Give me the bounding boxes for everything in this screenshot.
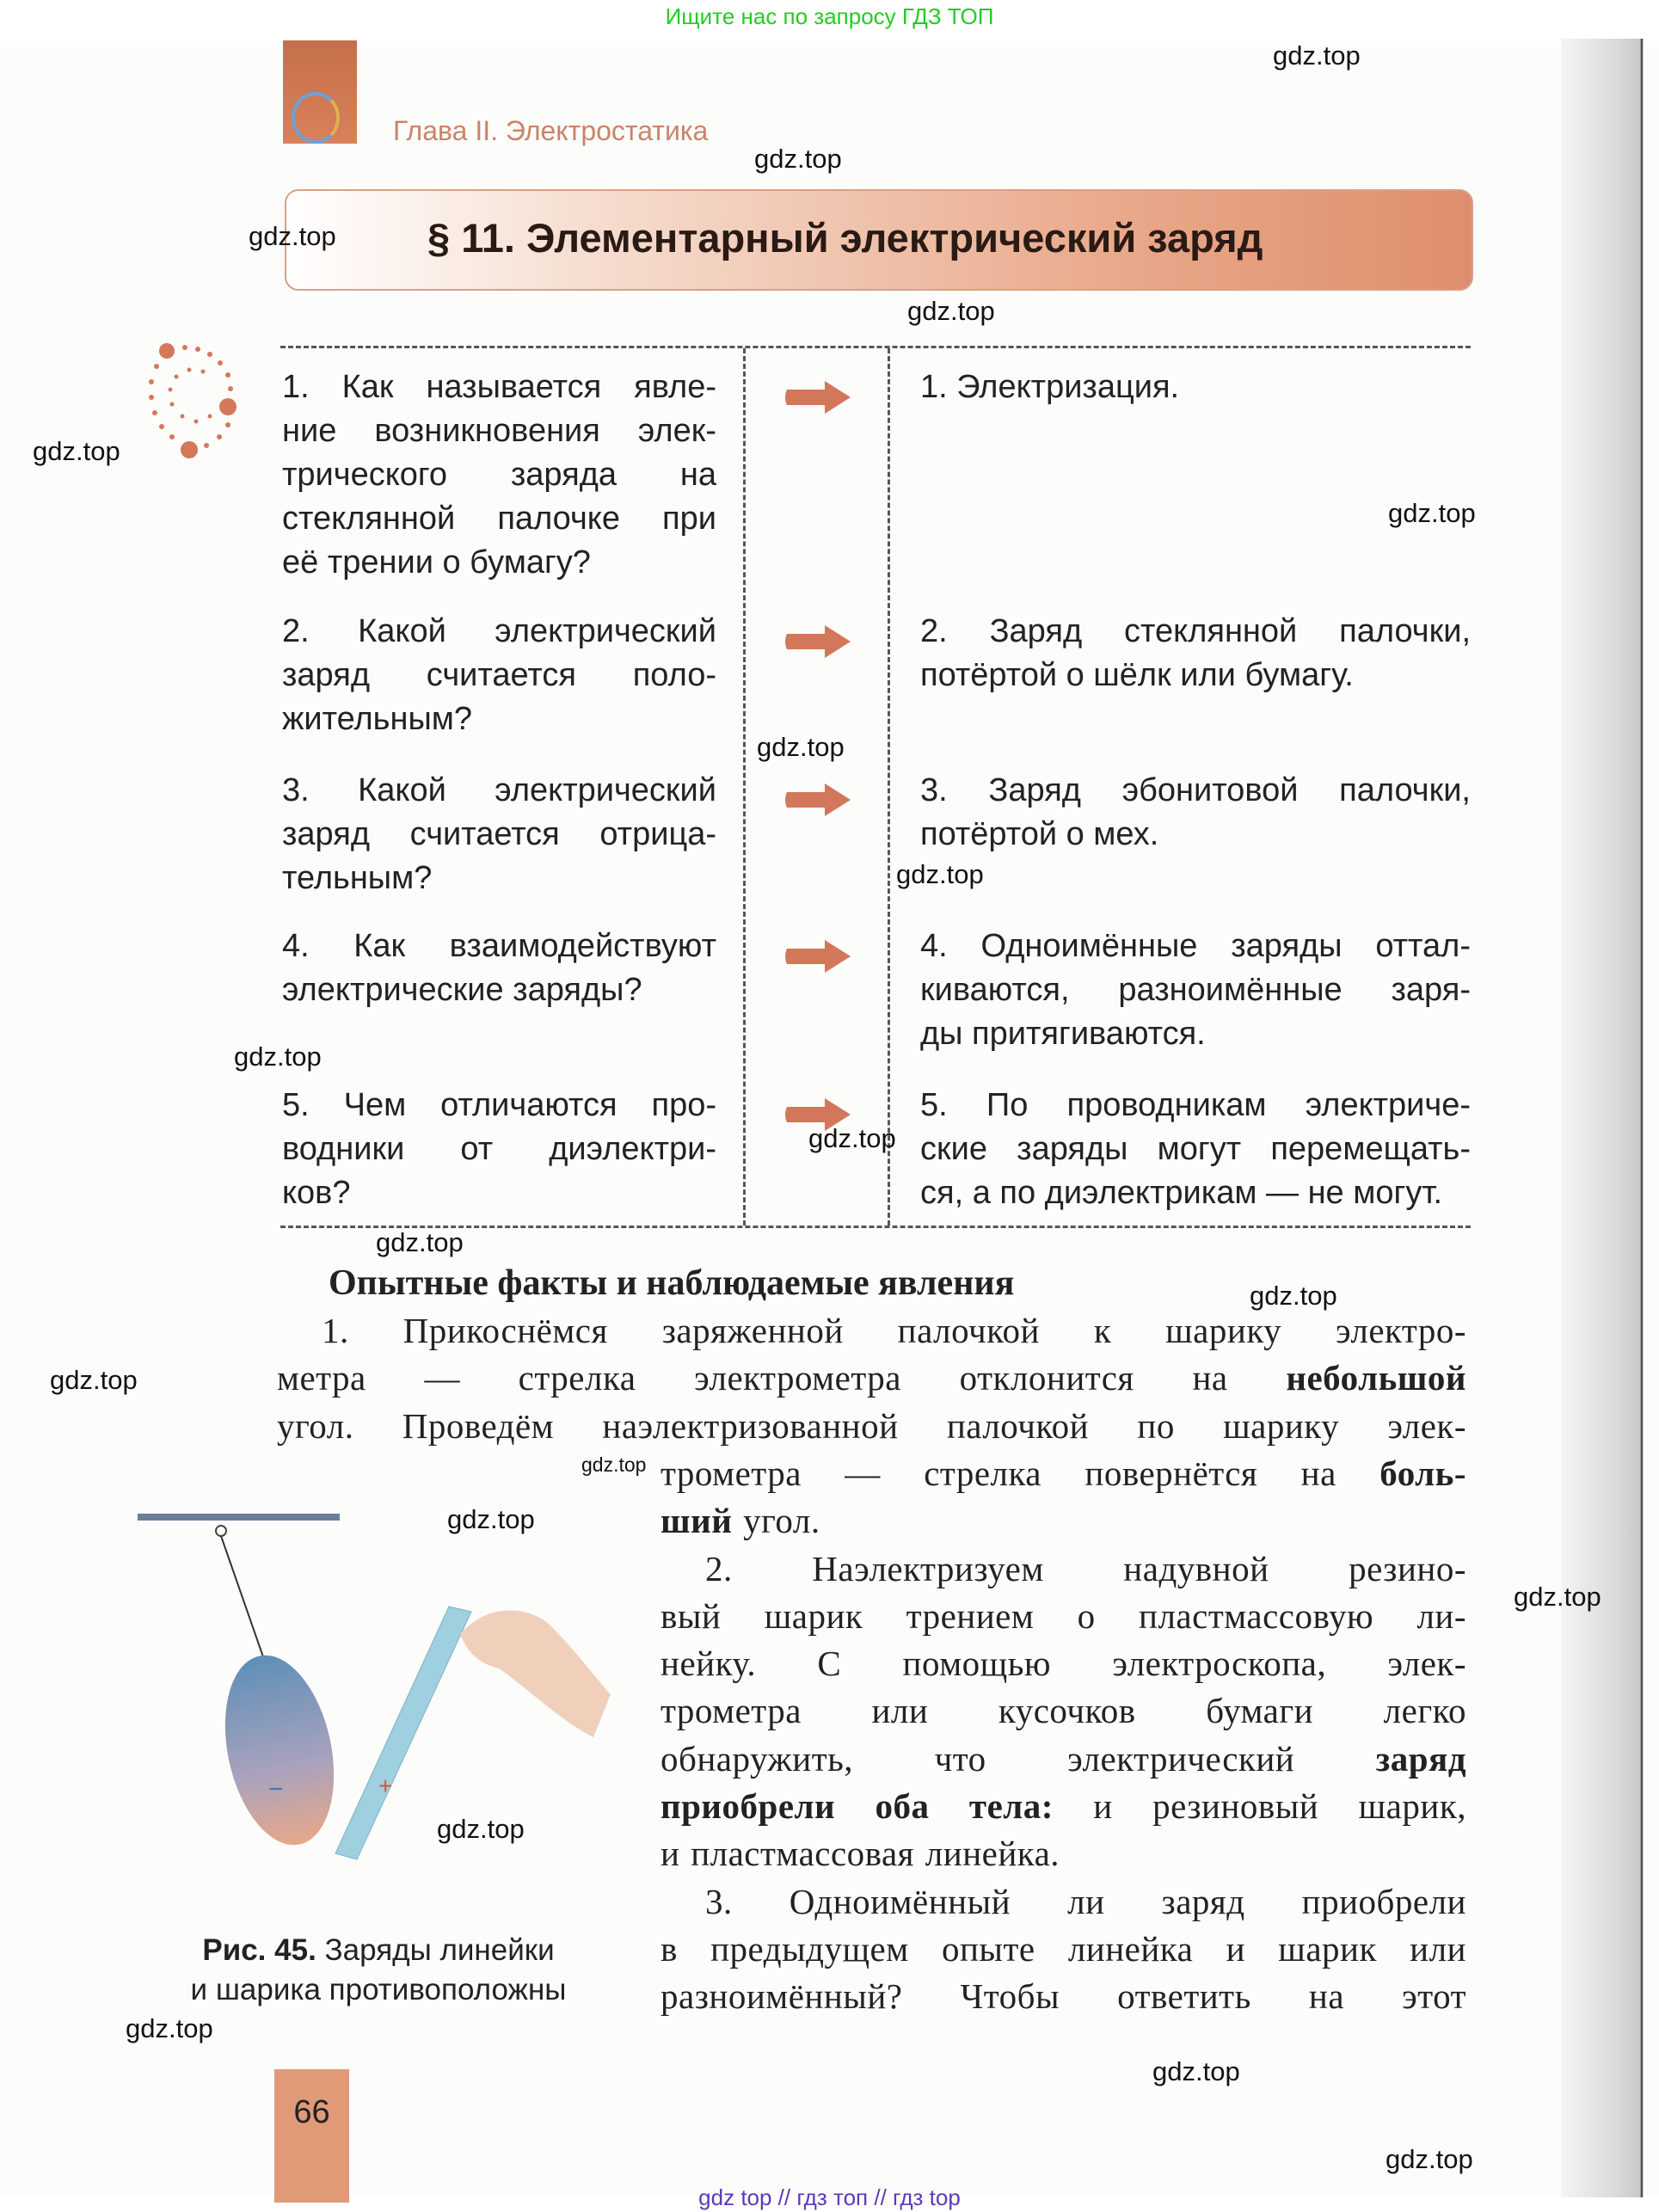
arrow-right-icon — [783, 783, 852, 816]
question-2 — [282, 610, 716, 741]
watermark[interactable]: gdz.top — [50, 1365, 138, 1395]
watermark[interactable]: gdz.top — [1386, 2144, 1473, 2174]
qa-table — [280, 346, 1471, 1228]
figure-caption — [155, 1931, 602, 2010]
bold-text: боль- — [1379, 1453, 1466, 1493]
footer-links[interactable]: gdz top // гдз топ // гдз top — [698, 2184, 961, 2210]
thread — [221, 1536, 267, 1667]
text: трометра — стрелка повернётся на — [661, 1453, 1380, 1493]
arrow-right-icon — [783, 381, 852, 414]
chapter-tab — [283, 40, 357, 144]
chapter-title: Глава II. Электростатика — [393, 115, 709, 146]
answer-3 — [920, 769, 1471, 857]
text: угол. Проведём наэлектризованной палочкой по шарику элек- — [277, 1405, 1466, 1446]
watermark[interactable]: gdz.top — [437, 1814, 525, 1844]
question-4 — [282, 925, 716, 1012]
arrow-right-icon — [783, 625, 852, 658]
question-line: 2. Какой электрический — [282, 613, 716, 649]
text: и пластмассовая линейка. — [661, 1834, 1060, 1874]
text: вый шарик трением о пластмассовую ли- — [661, 1595, 1466, 1636]
paragraph-wide — [277, 1307, 1466, 1450]
paragraph-line — [661, 1830, 1466, 1877]
text: и резиновый шарик, — [1053, 1786, 1466, 1827]
question-line: заряд считается отрица- — [282, 816, 716, 852]
watermark[interactable]: gdz.top — [581, 1453, 647, 1476]
answer-line: ские заряды могут перемещать- — [920, 1131, 1471, 1167]
answer-line: потёртой о шёлк или бумагу. — [920, 657, 1354, 693]
arrow-right-icon — [783, 940, 852, 973]
watermark[interactable]: gdz.top — [249, 221, 336, 251]
paragraph-line — [661, 1450, 1466, 1497]
question-line: её трении о бумагу? — [282, 544, 591, 581]
paragraph-line — [661, 1497, 1466, 1545]
answer-line: киваются, разноимённые заря- — [920, 972, 1471, 1008]
watermark[interactable]: gdz.top — [1273, 40, 1361, 71]
paragraph-line — [661, 1878, 1466, 1926]
watermark[interactable]: gdz.top — [126, 2013, 213, 2043]
question-line: заряд считается поло- — [282, 657, 716, 693]
paragraph-line — [661, 1640, 1466, 1687]
answer-line: 2. Заряд стеклянной палочки, — [920, 613, 1471, 649]
watermark[interactable]: gdz.top — [33, 436, 120, 466]
answer-5 — [920, 1084, 1471, 1215]
text: разноимённый? Чтобы ответить на этот — [661, 1976, 1466, 2017]
question-line: тельным? — [282, 860, 433, 896]
paragraph-line — [661, 1736, 1466, 1783]
question-line: 4. Как взаимодействуют — [282, 928, 716, 964]
text: метра — стрелка электрометра отклонится на — [277, 1358, 1287, 1398]
question-line: жительным? — [282, 701, 473, 737]
search-banner[interactable]: Ищите нас по запросу ГДЗ ТОП — [665, 3, 994, 29]
paragraph-narrow — [661, 1450, 1466, 2021]
caption-text: Заряды линейки — [316, 1933, 555, 1967]
caption-line2: и шарика противоположны — [190, 1973, 567, 2006]
answer-line: ды притягиваются. — [920, 1016, 1206, 1052]
watermark[interactable]: gdz.top — [1250, 1281, 1337, 1311]
bold-text: приобрели оба тела: — [661, 1786, 1054, 1827]
text: угол. — [732, 1501, 820, 1541]
text: в предыдущем опыте линейка и шарик или — [661, 1928, 1466, 1969]
question-line: ков? — [282, 1175, 351, 1211]
question-1 — [282, 366, 716, 585]
watermark[interactable]: gdz.top — [1514, 1582, 1601, 1612]
question-3 — [282, 769, 716, 900]
answer-line: потёртой о мех. — [920, 816, 1159, 852]
answer-1 — [920, 366, 1471, 409]
watermark[interactable]: gdz.top — [907, 296, 995, 326]
bold-text: небольшой — [1286, 1358, 1466, 1398]
paragraph-line — [661, 1926, 1466, 1973]
support-bar — [138, 1514, 340, 1521]
question-line: 3. Какой электрический — [282, 772, 716, 808]
watermark[interactable]: gdz.top — [234, 1041, 322, 1072]
watermark[interactable]: gdz.top — [447, 1504, 535, 1534]
answer-line: ся, а по диэлектрикам — не могут. — [920, 1175, 1443, 1211]
answer-line: 1. Электризация. — [920, 369, 1180, 405]
question-line: стеклянной палочке при — [282, 501, 716, 537]
section-heading: Опытные факты и наблюдаемые явления — [329, 1263, 1015, 1303]
question-line: ние возникновения элек- — [282, 413, 716, 449]
figure-balloon-ruler — [129, 1505, 611, 1883]
text: трометра или кусочков бумаги легко — [661, 1691, 1466, 1731]
question-line: 5. Чем отличаются про- — [282, 1087, 716, 1123]
paragraph-line — [661, 1973, 1466, 2020]
watermark[interactable]: gdz.top — [808, 1123, 896, 1153]
watermark[interactable]: gdz.top — [376, 1227, 464, 1257]
paragraph-line — [661, 1545, 1466, 1593]
caption-label: Рис. 45. — [202, 1933, 316, 1967]
watermark[interactable]: gdz.top — [1388, 498, 1476, 528]
text: нейку. С помощью электроскопа, элек- — [661, 1644, 1466, 1684]
answer-2 — [920, 610, 1471, 697]
chapter-logo-icon — [292, 92, 340, 144]
bold-text: ший — [661, 1501, 733, 1541]
text: обнаружить, что электрический — [661, 1738, 1376, 1779]
section-title: § 11. Элементарный электрический заряд — [427, 215, 1263, 261]
question-line: трического заряда на — [282, 457, 716, 493]
paragraph-line — [661, 1687, 1466, 1735]
watermark[interactable]: gdz.top — [754, 144, 842, 174]
bold-text: заряд — [1375, 1738, 1466, 1779]
answer-line: 3. Заряд эбонитовой палочки, — [920, 772, 1471, 808]
table-divider — [743, 348, 746, 1226]
answer-line: 5. По проводникам электриче- — [920, 1087, 1471, 1123]
watermark[interactable]: gdz.top — [896, 859, 984, 889]
paragraph-line — [277, 1355, 1466, 1402]
minus-sign: − — [268, 1775, 284, 1803]
paragraph-line — [661, 1783, 1466, 1830]
question-line: 1. Как называется явле- — [282, 369, 716, 405]
balloon — [209, 1645, 350, 1855]
book-spine-shadow — [1561, 39, 1647, 2197]
watermark[interactable]: gdz.top — [757, 732, 845, 762]
plus-sign: + — [378, 1773, 393, 1799]
watermark[interactable]: gdz.top — [1152, 2056, 1240, 2086]
table-divider — [888, 348, 890, 1226]
paragraph-line — [277, 1403, 1466, 1450]
answer-line: 4. Одноимённые заряды оттал- — [920, 928, 1471, 964]
hand — [460, 1611, 611, 1738]
atom-icon — [146, 342, 258, 463]
question-line: водники от диэлектри- — [282, 1131, 716, 1167]
paragraph-line — [277, 1307, 1466, 1355]
question-line: электрические заряды? — [282, 972, 642, 1008]
answer-4 — [920, 925, 1471, 1056]
page-number: 66 — [274, 2069, 349, 2203]
text: 2. Наэлектризуем надувной резино- — [705, 1548, 1466, 1588]
paragraph-line — [661, 1593, 1466, 1640]
text: 3. Одноимённый ли заряд приобрели — [705, 1881, 1466, 1921]
text: 1. Прикоснёмся заряженной палочкой к шарику электро- — [322, 1311, 1466, 1350]
question-5 — [282, 1084, 716, 1215]
